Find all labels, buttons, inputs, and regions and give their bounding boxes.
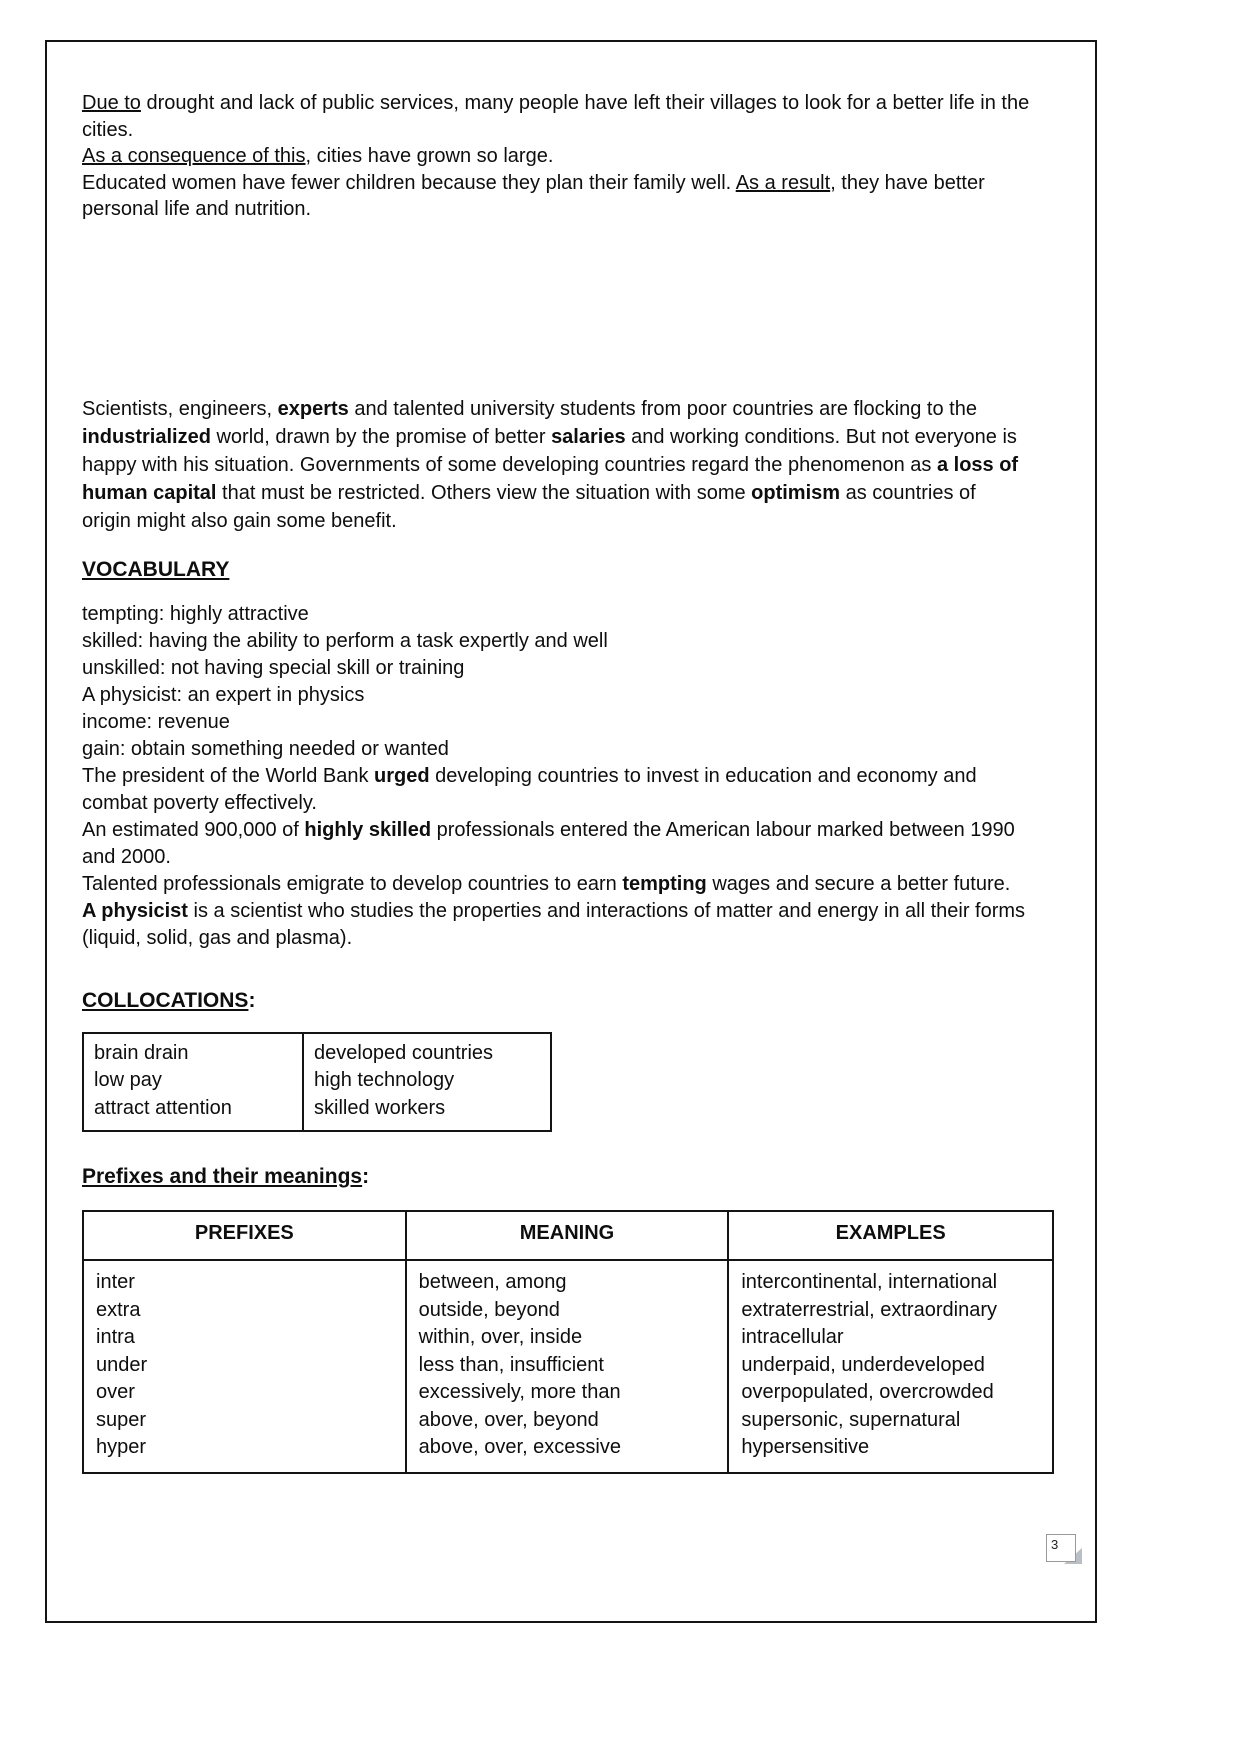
vocabulary-list <box>82 601 1043 952</box>
prefixes-column <box>84 1261 407 1472</box>
vocabulary-item: Talented professionals emigrate to develop countries to earn tempting wages and secure a better future. <box>82 872 1011 895</box>
vocabulary-item: income: revenue <box>82 710 230 733</box>
collocations-table <box>82 1032 552 1133</box>
vocabulary-heading <box>82 557 1043 583</box>
vocabulary-item: An estimated 900,000 of highly skilled professionals entered the American labour marked between 1990 and 2000. <box>82 818 1015 868</box>
page-number-widget <box>1046 1534 1084 1566</box>
meaning-value: above, over, excessive <box>418 1436 621 1458</box>
collocations-column-right <box>304 1034 550 1131</box>
column-header-meaning: MEANING <box>407 1212 730 1261</box>
example-value: underpaid, underdeveloped <box>741 1353 985 1376</box>
vocabulary-item: The president of the World Bank urged developing countries to invest in education and economy and combat poverty effectively. <box>82 764 977 814</box>
page-content <box>47 42 1095 1474</box>
vocabulary-heading-text: VOCABULARY <box>82 557 230 581</box>
collocations-column-left <box>84 1034 304 1131</box>
intro-paragraph-1: Due to drought and lack of public services, many people have left their villages to look for a better life in the cities. <box>82 92 1030 141</box>
vocabulary-item: A physicist is a scientist who studies the properties and interactions of matter and energy in all their forms (liquid, solid, gas and plasma). <box>82 899 1026 949</box>
blank-space <box>82 223 1043 395</box>
meaning-value: excessively, more than <box>418 1381 621 1403</box>
meanings-column <box>407 1261 730 1472</box>
collocation-item: low pay <box>94 1069 162 1091</box>
examples-column <box>729 1261 1052 1472</box>
prefix-value: intra <box>96 1326 135 1348</box>
collocations-heading <box>82 988 1043 1014</box>
example-value: hypersensitive <box>741 1436 870 1458</box>
prefixes-table-header-row <box>84 1212 1052 1261</box>
collocation-item: attract attention <box>94 1096 232 1119</box>
collocation-item: developed countries <box>314 1041 494 1064</box>
meaning-value: within, over, inside <box>418 1326 583 1348</box>
prefixes-heading <box>82 1164 1043 1190</box>
prefix-value: under <box>96 1353 148 1376</box>
example-value: intercontinental, international <box>741 1271 998 1293</box>
vocabulary-item: skilled: having the ability to perform a task expertly and well <box>82 629 608 652</box>
intro-paragraph-2: As a consequence of this, cities have grown so large. <box>82 145 554 167</box>
collocations-heading-colon: : <box>248 988 256 1012</box>
prefixes-table-body-row <box>84 1261 1052 1472</box>
meaning-value: between, among <box>418 1271 567 1293</box>
example-value: supersonic, supernatural <box>741 1408 961 1431</box>
prefix-value: inter <box>96 1271 135 1293</box>
meaning-value: outside, beyond <box>418 1298 560 1321</box>
meaning-value: less than, insufficient <box>418 1353 604 1376</box>
prefix-value: super <box>96 1408 147 1431</box>
prefixes-heading-text: Prefixes and their meanings <box>82 1165 363 1188</box>
brain-drain-paragraph: Scientists, engineers, experts and talented university students from poor countries are flocking to the industrialized world, drawn by the promise of better salaries and working conditions. But not everyone is happy with his situation. Governments of some developing countries regard the phenomenon as a loss of human capital that must be restricted. Others view the situation with some optimism as countries of origin might also gain some benefit. <box>82 397 1019 532</box>
prefixes-table <box>82 1210 1054 1474</box>
meaning-value: above, over, beyond <box>418 1408 599 1431</box>
example-value: extraterrestrial, extraordinary <box>741 1298 997 1321</box>
vocabulary-item: gain: obtain something needed or wanted <box>82 737 449 760</box>
prefix-value: extra <box>96 1298 141 1321</box>
page-border <box>45 40 1097 1623</box>
collocations-heading-text: COLLOCATIONS <box>82 988 249 1012</box>
page-number: 3 <box>1046 1534 1076 1562</box>
intro-paragraph-3: Educated women have fewer children because they plan their family well. As a result, they have better personal life and nutrition. <box>82 171 985 220</box>
example-value: intracellular <box>741 1326 844 1348</box>
collocation-item: high technology <box>314 1069 455 1091</box>
prefix-value: over <box>96 1381 135 1403</box>
vocabulary-item: A physicist: an expert in physics <box>82 683 365 706</box>
collocation-item: skilled workers <box>314 1096 446 1119</box>
column-header-prefixes: PREFIXES <box>84 1212 407 1261</box>
column-header-examples: EXAMPLES <box>729 1212 1052 1261</box>
vocabulary-item: unskilled: not having special skill or training <box>82 656 465 679</box>
example-value: overpopulated, overcrowded <box>741 1381 994 1403</box>
prefixes-heading-colon: : <box>362 1165 370 1188</box>
collocation-item: brain drain <box>94 1041 189 1064</box>
vocabulary-item: tempting: highly attractive <box>82 602 309 625</box>
prefix-value: hyper <box>96 1436 147 1458</box>
